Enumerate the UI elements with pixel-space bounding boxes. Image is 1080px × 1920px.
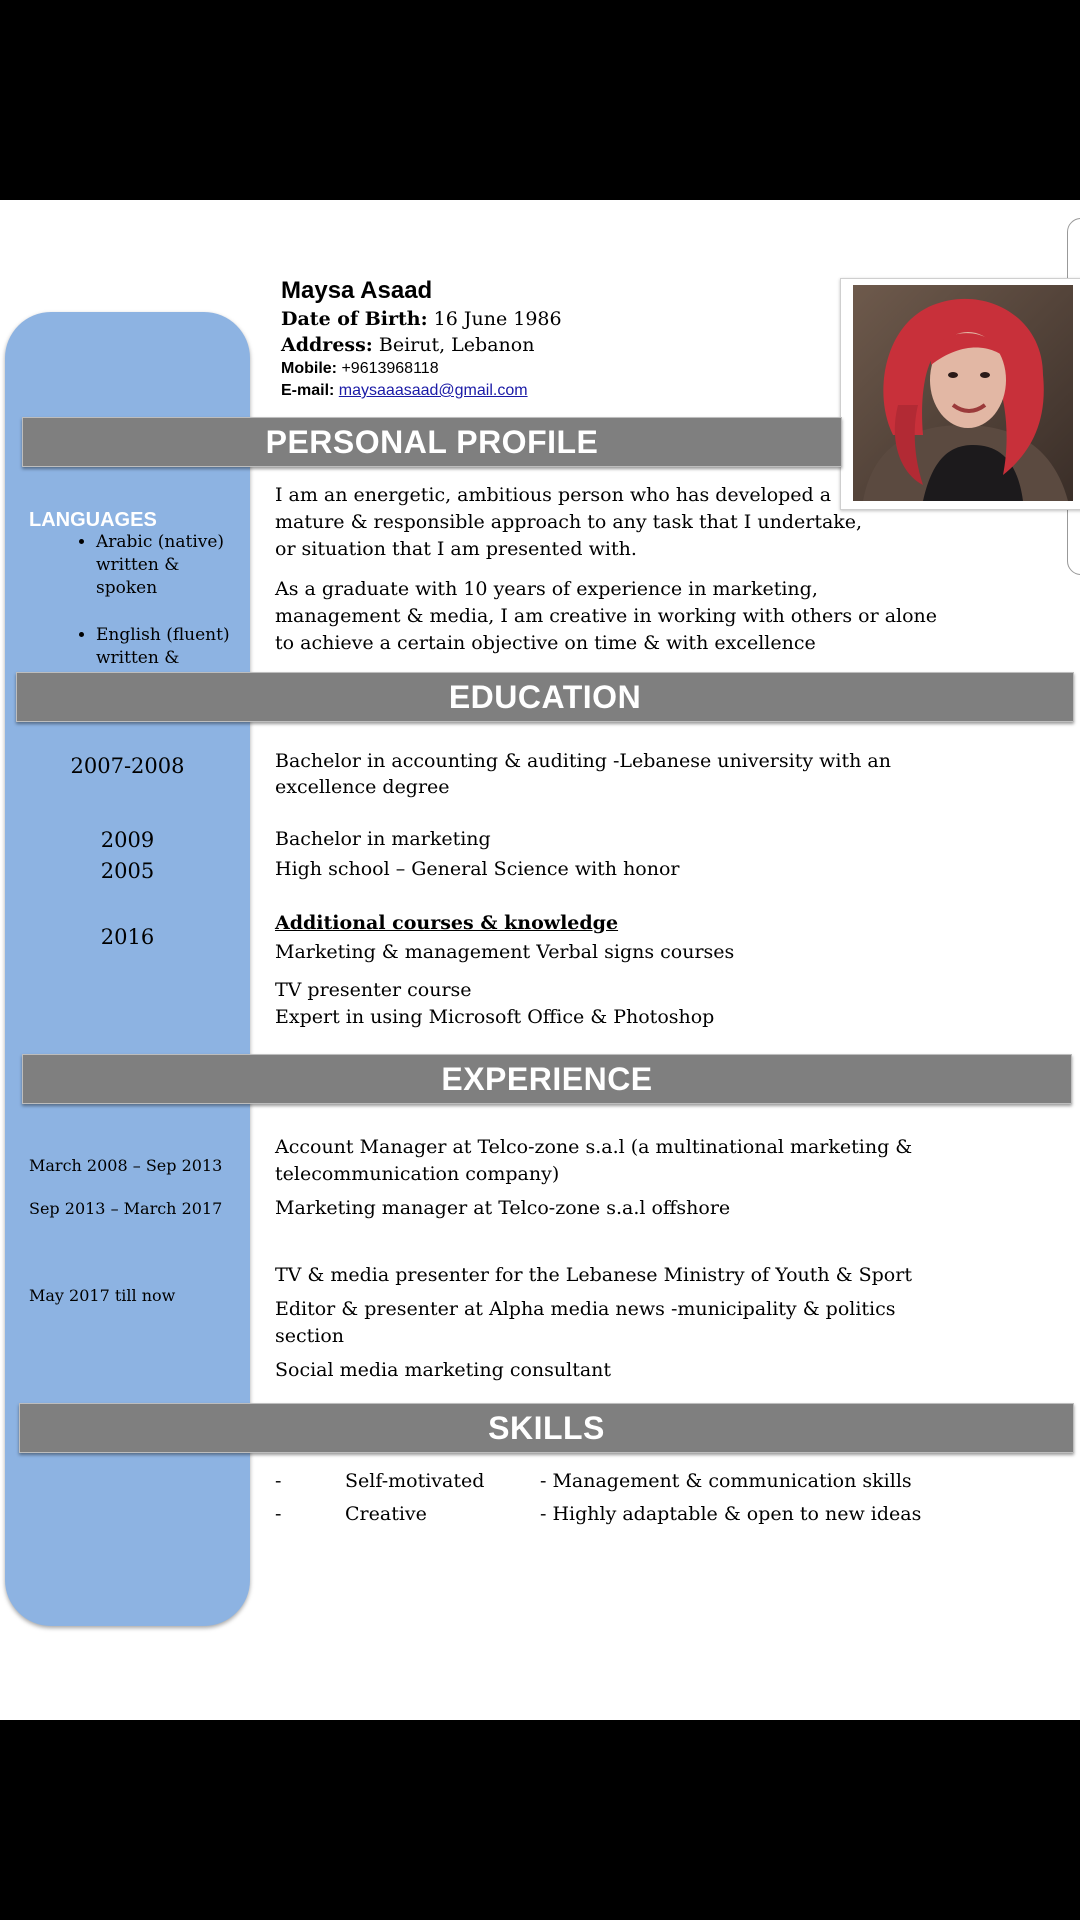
dob-line: [281, 306, 841, 332]
profile-photo-frame: [840, 278, 1080, 510]
course-item: Expert in using Microsoft Office & Photoshop: [275, 1006, 715, 1028]
experience-item: Editor & presenter at Alpha media news -municipality & politics section: [275, 1298, 896, 1347]
profile-paragraph-1: I am an energetic, ambitious person who has developed a mature & responsible approach to any task that I undertake, or situation that I am presented with.: [275, 484, 863, 560]
language-item: • Arabic (native) written & spoken: [96, 531, 234, 600]
experience-item: Account Manager at Telco-zone s.a.l (a multinational marketing & telecommunication company): [275, 1136, 913, 1185]
experience-item: TV & media presenter for the Lebanese Ministry of Youth & Sport: [275, 1264, 912, 1286]
education-item: Bachelor in accounting & auditing -Lebanese university with an excellence degree: [275, 750, 891, 798]
email-line: [281, 380, 841, 402]
skill-left: Creative: [345, 1503, 427, 1525]
experience-item: Social media marketing consultant: [275, 1359, 612, 1381]
course-item: Marketing & management Verbal signs courses: [275, 941, 735, 963]
address-value: Beirut, Lebanon: [372, 334, 535, 356]
languages-list: [44, 531, 234, 671]
candidate-name: Maysa Asaad: [281, 277, 433, 304]
education-year: 2007-2008: [70, 754, 185, 778]
section-header-experience: EXPERIENCE: [22, 1054, 1072, 1104]
skill-right: - Highly adaptable & open to new ideas: [540, 1503, 922, 1525]
experience-date: May 2017 till now: [29, 1286, 176, 1305]
profile-photo: [853, 285, 1073, 501]
profile-paragraph-2: As a graduate with 10 years of experience in marketing, management & media, I am creative in working with others or alone to achieve a certain objective on time & with excellence: [275, 578, 938, 654]
contact-header: [281, 276, 841, 402]
skill-dash: -: [275, 1470, 282, 1492]
resume-page: [0, 200, 1080, 1720]
mobile-value: +9613968118: [337, 360, 439, 377]
education-year: 2005: [100, 859, 155, 883]
email-link[interactable]: maysaaasaad@gmail.com: [338, 382, 528, 399]
skill-left: Self-motivated: [345, 1470, 485, 1492]
section-header-personal-profile: PERSONAL PROFILE: [22, 417, 842, 467]
education-item: High school – General Science with honor: [275, 858, 680, 880]
section-header-skills: SKILLS: [19, 1403, 1074, 1453]
education-item: Bachelor in marketing: [275, 828, 491, 850]
email-label: E-mail:: [281, 382, 335, 399]
skill-right: - Management & communication skills: [540, 1470, 912, 1492]
mobile-line: [281, 358, 841, 380]
experience-date: March 2008 – Sep 2013: [29, 1156, 223, 1175]
education-year: 2016: [100, 925, 155, 949]
section-header-education: EDUCATION: [16, 672, 1074, 722]
language-item: • English (fluent) written &: [96, 624, 234, 670]
education-year: 2009: [100, 828, 155, 852]
address-label: Address:: [281, 334, 373, 356]
dob-value: 16 June 1986: [427, 308, 562, 330]
languages-heading: LANGUAGES: [29, 509, 157, 531]
courses-heading: Additional courses & knowledge: [275, 912, 619, 934]
address-line: [281, 332, 841, 358]
course-item: TV presenter course: [275, 979, 472, 1001]
experience-item: Marketing manager at Telco-zone s.a.l offshore: [275, 1197, 731, 1219]
experience-date: Sep 2013 – March 2017: [29, 1199, 223, 1218]
mobile-label: Mobile:: [281, 360, 337, 377]
skill-dash: -: [275, 1503, 282, 1525]
dob-label: Date of Birth:: [281, 308, 428, 330]
